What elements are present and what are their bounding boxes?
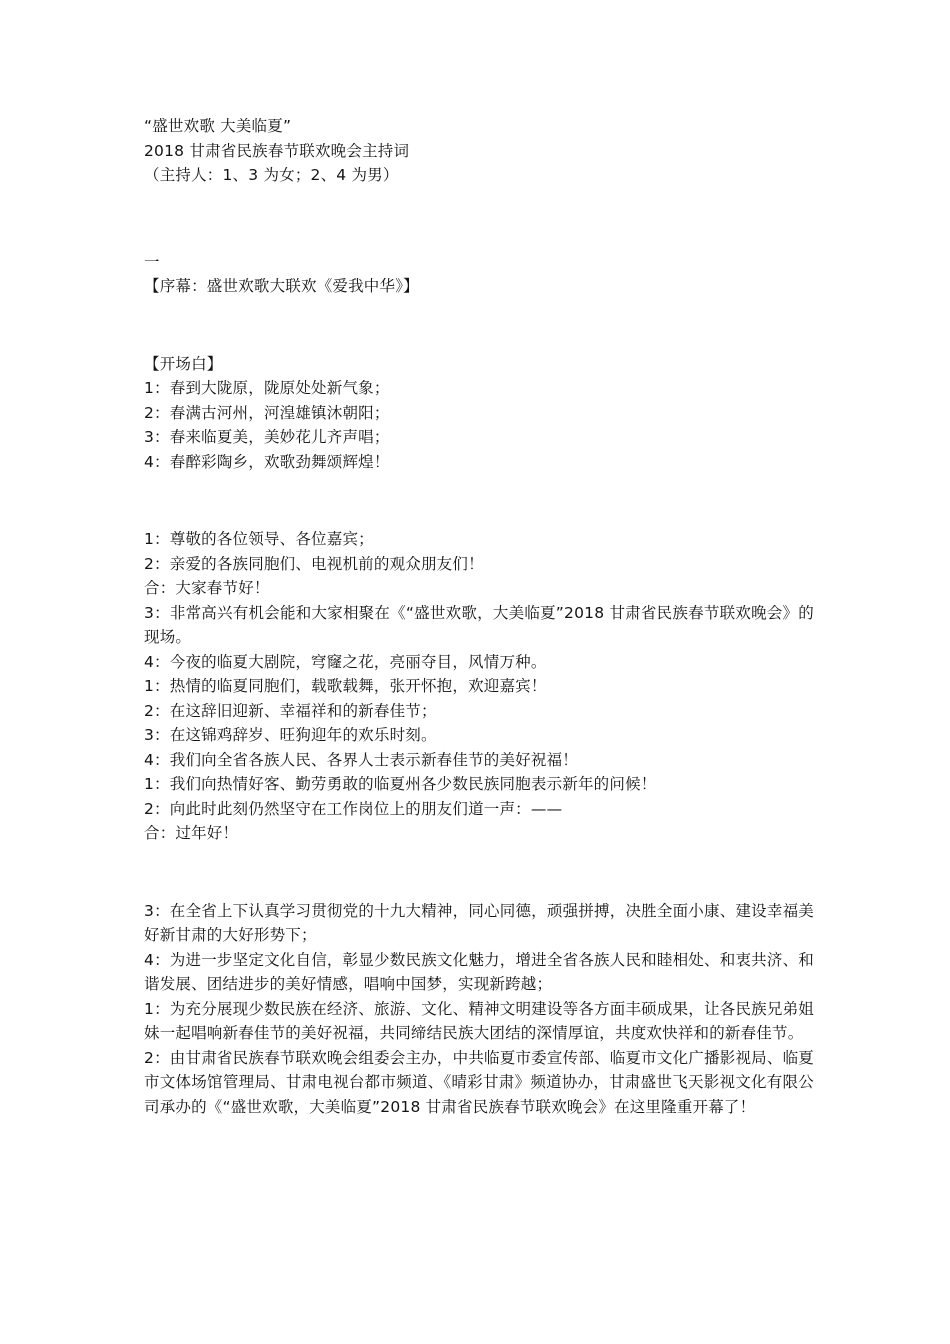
- greeting-line: 4：今夜的临夏大剧院，穹窿之花，亮丽夺目，风情万种。: [144, 652, 547, 671]
- host-note: （主持人：1、3 为女；2、4 为男）: [144, 166, 399, 184]
- spacer: [144, 188, 814, 238]
- show-title: “盛世欢歌 大美临夏”: [144, 117, 292, 135]
- document-title: 2018 甘肃省民族春节联欢晚会主持词: [144, 141, 410, 160]
- opening-line: 2：春满古河州，河湟雄镇沐朝阳；: [144, 403, 390, 422]
- greeting-line: 3：非常高兴有机会能和大家相聚在《“盛世欢歌，大美临夏”2018 甘肃省民族春节联欢晚会》的现场。: [144, 603, 814, 646]
- greeting-line: 2：在这辞旧迎新、幸福祥和的新春佳节；: [144, 701, 437, 720]
- opening-line: 1：春到大陇原，陇原处处新气象；: [144, 379, 390, 397]
- closing-paragraph: 1：为充分展现少数民族在经济、旅游、文化、精神文明建设等各方面丰硕成果，让各民族兄弟姐妹一起唱响新春佳节的美好祝福，共同缔结民族大团结的深情厚谊，共度欢快祥和的新春佳节。: [144, 999, 814, 1042]
- greeting-line: 合：过年好！: [144, 824, 239, 842]
- greeting-line: 2：亲爱的各族同胞们、电视机前的观众朋友们！: [144, 554, 484, 573]
- opening-line: 3：春来临夏美，美妙花儿齐声唱；: [144, 428, 390, 446]
- greeting-line: 合：大家春节好！: [144, 579, 270, 597]
- greeting-line: 2：向此时此刻仍然坚守在工作岗位上的朋友们道一声：——: [144, 799, 563, 818]
- section-heading-prologue: 【序幕：盛世欢歌大联欢《爱我中华》】: [144, 277, 419, 295]
- greeting-line: 3：在这锦鸡辞岁、旺狗迎年的欢乐时刻。: [144, 726, 437, 744]
- closing-paragraph: 3：在全省上下认真学习贯彻党的十九大精神，同心同德，顽强拼搏，决胜全面小康、建设幸福美好新甘肃的大好形势下；: [144, 901, 814, 944]
- opening-line: 4：春醉彩陶乡，欢歌劲舞颂辉煌！: [144, 452, 390, 471]
- closing-paragraph: 4：为进一步坚定文化自信，彰显少数民族文化魅力，增进全省各族人民和睦相处、和衷共济、和谐发展、团结进步的美好情感，唱响中国梦，实现新跨越；: [144, 950, 814, 993]
- spacer: [144, 846, 814, 896]
- spacer: [144, 474, 814, 524]
- greeting-line: 1：我们向热情好客、勤劳勇敢的临夏州各少数民族同胞表示新年的问候！: [144, 775, 657, 793]
- closing-paragraph: 2：由甘肃省民族春节联欢晚会组委会主办，中共临夏市委宣传部、临夏市文化广播影视局、临夏市文体场馆管理局、甘肃电视台都市频道、《晴彩甘肃》频道协办，甘肃盛世飞天影视文化有限公司承办的《“盛世欢歌，大美临夏”2018 甘肃省民族春节联欢晚会》在这里隆重开幕了！: [144, 1048, 814, 1116]
- spacer: [144, 299, 814, 349]
- greeting-line: 1：尊敬的各位领导、各位嘉宾；: [144, 530, 374, 548]
- section-number: 一: [144, 252, 160, 271]
- greeting-line: 1：热情的临夏同胞们，载歌载舞，张开怀抱，欢迎嘉宾！: [144, 677, 547, 695]
- script-body: [144, 114, 814, 1119]
- greeting-line: 4：我们向全省各族人民、各界人士表示新春佳节的美好祝福！: [144, 750, 578, 769]
- opening-heading: 【开场白】: [144, 354, 223, 373]
